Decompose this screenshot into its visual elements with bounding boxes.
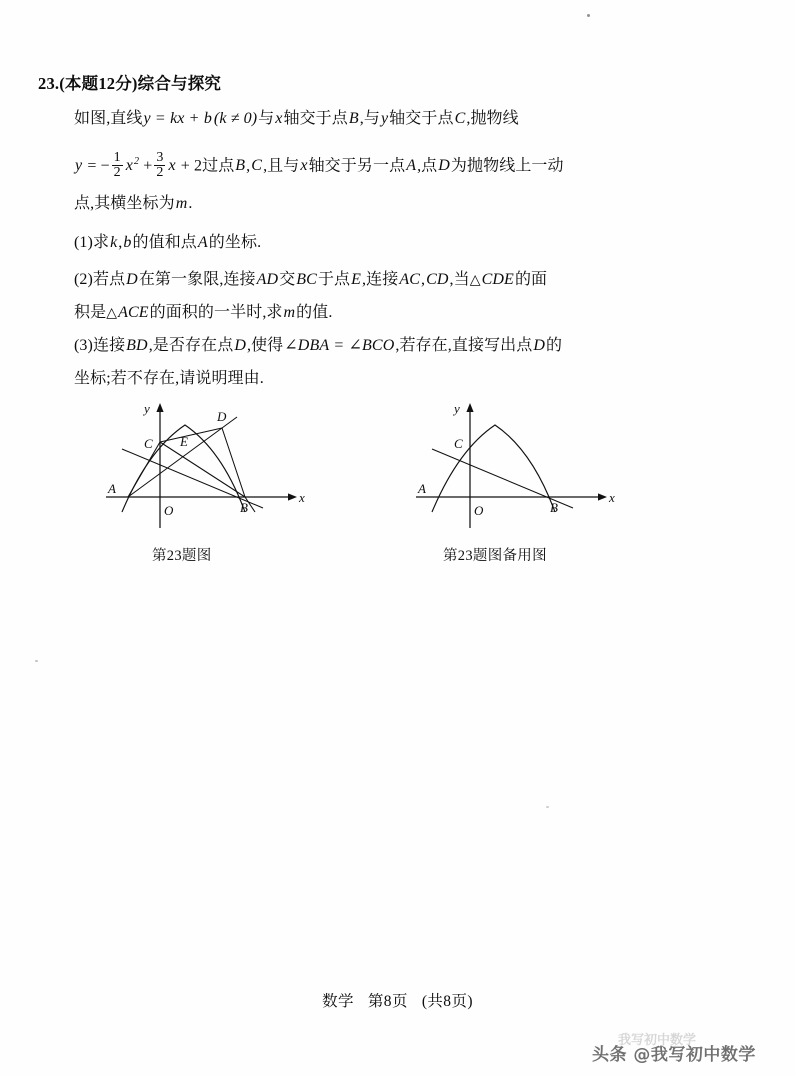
x-axis-arrow-icon: [598, 493, 607, 500]
math-segment-AC: AC: [399, 271, 420, 288]
math-constant: 2: [193, 157, 203, 175]
y-axis-arrow-icon: [466, 403, 473, 412]
question-number: 23.: [38, 74, 60, 93]
text-run: ,直接写出点: [447, 337, 533, 354]
label-E: E: [180, 434, 188, 449]
math-point-A: A: [197, 234, 208, 251]
y-axis-arrow-icon: [156, 403, 163, 412]
math-var-m: m: [175, 195, 188, 212]
text-run: 的值: [296, 304, 329, 321]
text-run: ,其横坐标为: [90, 195, 175, 212]
intro-line-2-equation: [74, 152, 564, 182]
math-term-kx: kx: [170, 110, 185, 127]
label-x-axis: x: [609, 490, 615, 505]
label-O: O: [164, 503, 174, 518]
math-op-minus: −: [100, 157, 110, 175]
label-C: C: [144, 436, 153, 451]
watermark-ghost-text: 我写初中数学: [618, 1033, 697, 1048]
text-run: ,求: [262, 304, 283, 321]
text-run: 连接: [92, 337, 126, 354]
math-var-b: b: [123, 234, 132, 251]
page-footer: [0, 989, 795, 1011]
math-segment-BC: BC: [296, 271, 317, 288]
text-run: 求: [92, 234, 110, 251]
watermark-text: 头条 @我写初中数学: [592, 1045, 756, 1065]
figure-2: [410, 398, 625, 543]
label-A: A: [418, 481, 426, 496]
math-angle-DBA: ∠DBA: [284, 337, 330, 354]
text-run: 点: [74, 195, 91, 212]
math-point-E: E: [351, 271, 362, 288]
math-exponent: 2: [133, 156, 140, 168]
text-run: 在第一象限: [138, 271, 220, 288]
figure-1-diagram: [100, 398, 315, 538]
scan-speck-icon: [587, 14, 590, 17]
text-run: 的坐标: [208, 234, 258, 251]
label-y-axis: y: [454, 401, 460, 416]
math-segment-AD: AD: [256, 271, 279, 288]
part-2-line-2: [74, 305, 332, 321]
math-point-B: B: [235, 157, 246, 175]
parabola-curve: [432, 425, 555, 512]
figure-1: [100, 398, 315, 543]
intro-line-1: [74, 111, 519, 127]
label-y-axis: y: [144, 401, 150, 416]
question-heading: [38, 70, 221, 94]
math-var-x: x: [275, 110, 283, 127]
math-triangle-ACE: ACE: [118, 304, 149, 321]
label-O: O: [474, 503, 484, 518]
x-axis-arrow-icon: [288, 493, 297, 500]
fraction-one-half: [112, 151, 123, 181]
fraction-denominator: 2: [113, 165, 121, 181]
footer-page: 第8页: [367, 993, 408, 1010]
scan-speck-icon: [546, 806, 549, 808]
segment-DB: [222, 428, 245, 497]
part-1: [74, 235, 261, 251]
text-run: 过点: [202, 157, 235, 175]
text-run: ,与: [359, 110, 380, 127]
text-run: ,连接: [219, 271, 256, 288]
footer-subject: 数学: [322, 993, 354, 1010]
text-run: 交: [279, 271, 296, 288]
math-condition: (k ≠ 0): [213, 110, 258, 127]
part-label: (3): [74, 337, 93, 354]
part-2-line-1: [74, 272, 547, 288]
part-label: (2): [74, 271, 93, 288]
math-var-x: x: [300, 157, 308, 175]
footer-total-pages: (共8页): [421, 993, 473, 1010]
text-run: 的: [546, 337, 563, 354]
triangle-symbol-icon: △: [106, 306, 118, 321]
text-run: 积是: [74, 304, 107, 321]
math-var-k: k: [110, 234, 118, 251]
math-point-D: D: [234, 337, 246, 354]
math-point-C: C: [251, 157, 263, 175]
question-title: 综合与探究: [137, 74, 222, 93]
figure-1-caption: 第23题图: [152, 548, 212, 564]
question-marks: (本题12分): [59, 74, 138, 93]
text-run: ,若存在: [395, 337, 448, 354]
math-var-y: y: [380, 110, 389, 127]
text-run: .: [188, 195, 193, 212]
text-run: 为抛物线上一动: [450, 157, 564, 175]
math-point-D: D: [438, 157, 450, 175]
math-op: +: [180, 157, 190, 175]
fraction-denominator: 2: [156, 165, 164, 181]
math-op: +: [189, 110, 199, 127]
part-3-line-2: [74, 371, 264, 387]
intro-line-3: [74, 196, 192, 212]
math-var-y: y: [75, 157, 83, 175]
text-run: 轴交于点: [389, 110, 454, 127]
text-run: 坐标: [74, 370, 107, 387]
text-run: ,当: [449, 271, 470, 288]
watermark: [592, 1033, 756, 1065]
text-run: ,是否存在点: [148, 337, 234, 354]
text-run: 若不存在: [110, 370, 176, 387]
label-A: A: [108, 481, 116, 496]
part-label: (1): [74, 234, 93, 251]
text-run: 于点: [317, 271, 351, 288]
math-segment-CD: CD: [426, 271, 449, 288]
math-point-C: C: [454, 110, 466, 127]
scan-speck-icon: [35, 660, 38, 662]
text-run: 若点: [92, 271, 126, 288]
math-point-B: B: [348, 110, 359, 127]
text-run: ;: [106, 370, 111, 387]
figure-2-caption: 第23题图备用图: [443, 548, 547, 564]
math-var-x: x: [168, 157, 176, 175]
math-var-b: b: [203, 110, 212, 127]
math-op: =: [87, 157, 97, 175]
math-var-y: y: [143, 110, 151, 127]
text-run: ,且与: [263, 157, 300, 175]
text-run: ,: [421, 271, 426, 288]
text-run: ,请说明理由: [175, 370, 260, 387]
math-op: +: [143, 157, 153, 175]
triangle-symbol-icon: △: [469, 273, 481, 288]
text-run: ,抛物线: [466, 110, 519, 127]
text-run: .: [328, 304, 333, 321]
fraction-numerator: 3: [156, 150, 164, 165]
segment-CB: [160, 442, 245, 497]
label-B: B: [240, 500, 248, 515]
text-run: ,点: [417, 157, 438, 175]
text-run: ,使得: [246, 337, 284, 354]
math-segment-BD: BD: [126, 337, 148, 354]
math-var-x: x: [125, 157, 133, 175]
label-x-axis: x: [299, 490, 305, 505]
math-var-m: m: [283, 304, 296, 321]
figure-2-diagram: [410, 398, 625, 538]
math-op: =: [334, 337, 344, 354]
part-3-line-1: [74, 338, 562, 354]
text-run: 的面: [514, 271, 548, 288]
label-D: D: [217, 409, 227, 424]
math-op: =: [155, 110, 165, 127]
text-run: .: [259, 370, 264, 387]
text-run: ,直线: [106, 110, 143, 127]
text-run: ,连接: [362, 271, 399, 288]
fraction-numerator: 1: [113, 150, 121, 165]
math-point-D: D: [533, 337, 546, 354]
math-angle-BCO: ∠BCO: [348, 337, 395, 354]
math-point-D: D: [126, 271, 138, 288]
text-run: 的面积的一半时: [149, 304, 263, 321]
text-run: 轴交于另一点: [308, 157, 406, 175]
fraction-three-halves: [154, 151, 165, 181]
math-triangle-CDE: CDE: [481, 271, 514, 288]
text-run: ,: [118, 234, 123, 251]
label-B: B: [550, 500, 558, 515]
text-run: .: [257, 234, 262, 251]
text-run: ,: [246, 157, 251, 175]
label-C: C: [454, 436, 463, 451]
text-run: 如图: [74, 110, 107, 127]
text-run: 的值和点: [132, 234, 197, 251]
text-run: 轴交于点: [283, 110, 348, 127]
text-run: 与: [258, 110, 275, 127]
math-point-A: A: [406, 157, 417, 175]
